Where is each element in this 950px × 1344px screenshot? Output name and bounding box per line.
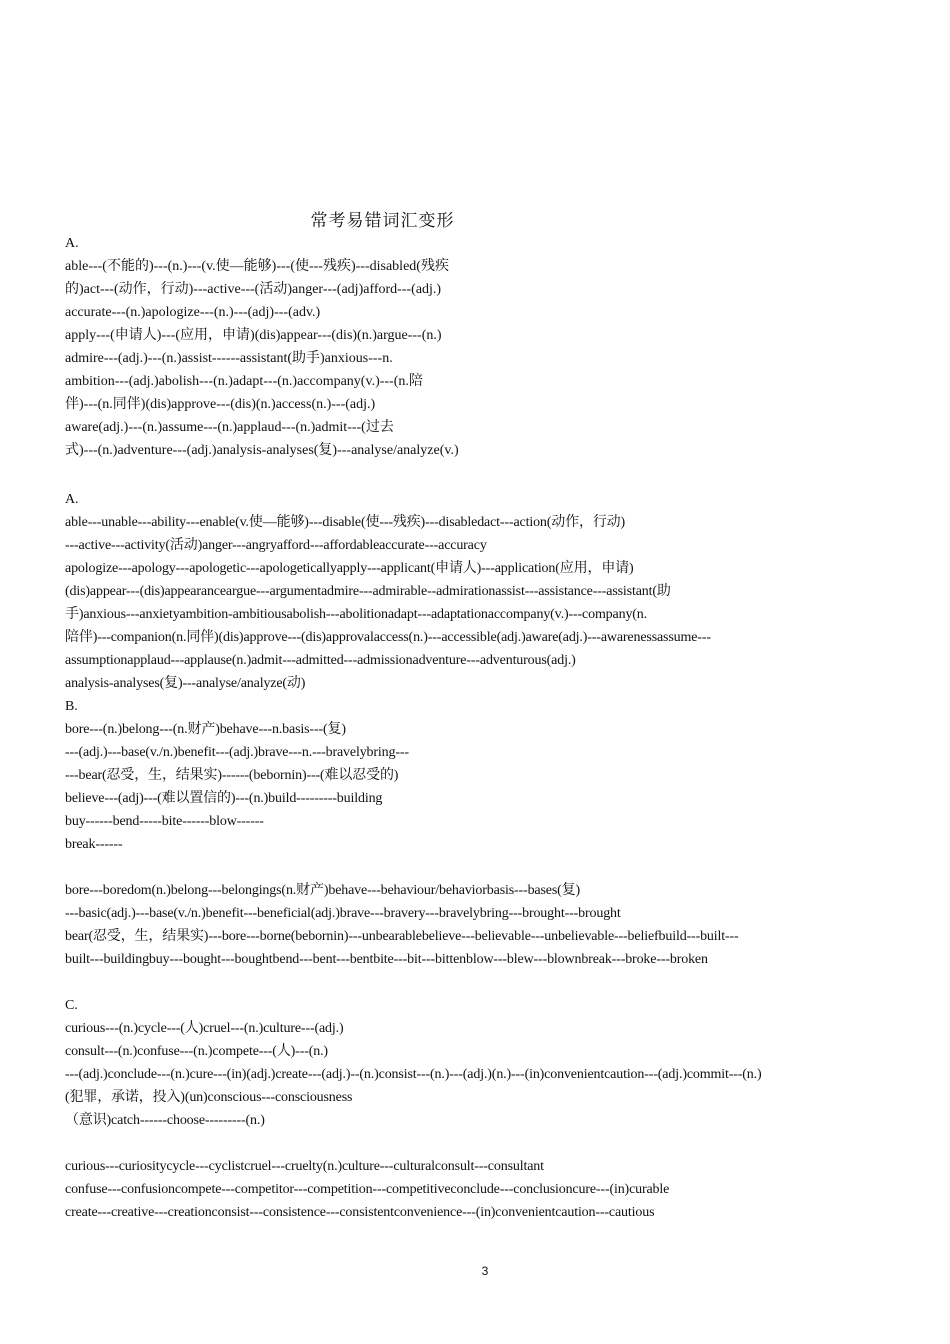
text-line: believe---(adj)---(难以置信的)---(n.)build---------building — [65, 791, 383, 806]
text-line: create---creative---creationconsist---consistence---consistentconvenience---(in)convenientcaution---cautious — [65, 1205, 655, 1220]
text-line: 式)---(n.)adventure---(adj.)analysis-analyses(复)---analyse/analyze(v.) — [65, 443, 459, 458]
page-title: 常考易错词汇变形 — [310, 211, 455, 230]
text-line: ---active---activity(活动)anger---angryafford---affordableaccurate---accuracy — [65, 538, 487, 553]
text-line: bore---(n.)belong---(n.财产)behave---n.basis---(复) — [65, 722, 346, 737]
text-line: break------ — [65, 837, 123, 852]
text-line: able---unable---ability---enable(v.使—能够)---disable(使---残疾)---disabledact---action(动作，行动) — [65, 515, 626, 530]
text-line: apologize---apology---apologetic---apologeticallyapply---applicant(申请人)---application(应用，申请) — [65, 561, 634, 576]
text-line: 陪伴)---companion(n.同伴)(dis)approve---(dis)approvalaccess(n.)---accessible(adj.)aware(adj.)---awarenessassume--- — [65, 630, 711, 645]
text-line: (dis)appear---(dis)appearanceargue---argumentadmire---admirable--admirationassist---assistance---assistant(助 — [65, 584, 671, 599]
text-line: ambition---(adj.)abolish---(n.)adapt---(n.)accompany(v.)---(n.陪 — [65, 374, 423, 389]
text-line: 的)act---(动作，行动)---active---(活动)anger---(adj)afford---(adj.) — [65, 282, 442, 297]
section-answers — [65, 488, 890, 1224]
text-line: 手)anxious---anxietyambition-ambitiousabolish---abolitionadapt---adaptationaccompany(v.)---company(n. — [65, 607, 648, 622]
text-line: ---basic(adj.)---base(v./n.)benefit---beneficial(adj.)brave---bravery---bravelybring---brought---brought — [65, 906, 621, 921]
text-line: confuse---confusioncompete---competitor---competition---competitiveconclude---conclusioncure---(in)curable — [65, 1182, 670, 1197]
text-line: bore---boredom(n.)belong---belongings(n.财产)behave---behaviour/behaviorbasis---bases(复) — [65, 883, 581, 898]
text-line: B. — [65, 699, 78, 714]
text-line — [65, 856, 890, 879]
text-line: A. — [65, 492, 79, 507]
text-line: able---(不能的)---(n.)---(v.使—能够)---(使---残疾)---disabled(残疾 — [65, 259, 449, 274]
text-line: assumptionapplaud---applause(n.)admit---admitted---admissionadventure---adventurous(adj.) — [65, 653, 576, 668]
text-line: buy------bend-----bite------blow------ — [65, 814, 264, 829]
text-line: ---bear(忍受，生，结果实)------(bebornin)---(难以忍受的) — [65, 768, 399, 783]
section-questions — [65, 232, 890, 462]
text-line: curious---curiositycycle---cyclistcruel---cruelty(n.)culture---culturalconsult---consultant — [65, 1159, 544, 1174]
text-line: C. — [65, 998, 78, 1013]
text-line — [65, 971, 890, 994]
text-line: accurate---(n.)apologize---(n.)---(adj)---(adv.) — [65, 305, 321, 320]
text-line: 伴)---(n.同伴)(dis)approve---(dis)(n.)access(n.)---(adj.) — [65, 397, 376, 412]
text-line: aware(adj.)---(n.)assume---(n.)applaud---(n.)admit---(过去 — [65, 420, 394, 435]
text-line: bear(忍受，生，结果实)---bore---borne(bebornin)---unbearablebelieve---believable---unbelievable---beliefbuild---built--- — [65, 929, 739, 944]
text-line: ---(adj.)---base(v./n.)benefit---(adj.)brave---n.---bravelybring--- — [65, 745, 409, 760]
text-line: apply---(申请人)---(应用，申请)(dis)appear---(dis)(n.)argue---(n.) — [65, 328, 442, 343]
text-line: （意识)catch------choose---------(n.) — [65, 1113, 265, 1128]
text-line: admire---(adj.)---(n.)assist------assistant(助手)anxious---n. — [65, 351, 393, 366]
page-number: 3 — [481, 1264, 489, 1278]
text-line: consult---(n.)confuse---(n.)compete---(人)---(n.) — [65, 1044, 328, 1059]
text-line — [65, 1132, 890, 1155]
text-line: curious---(n.)cycle---(人)cruel---(n.)culture---(adj.) — [65, 1021, 344, 1036]
text-line: A. — [65, 236, 79, 251]
text-line: ---(adj.)conclude---(n.)cure---(in)(adj.)create---(adj.)--(n.)consist---(n.)---(adj.)(n.)---(in)convenientcaution---(adj.)commit---(n.) — [65, 1067, 762, 1082]
text-line: (犯罪，承诺，投入)(un)conscious---consciousness — [65, 1090, 353, 1105]
text-line: analysis-analyses(复)---analyse/analyze(动) — [65, 676, 306, 691]
text-line: built---buildingbuy---bought---boughtbend---bent---bentbite---bit---bittenblow---blew---blownbreak---broke---broken — [65, 952, 708, 967]
